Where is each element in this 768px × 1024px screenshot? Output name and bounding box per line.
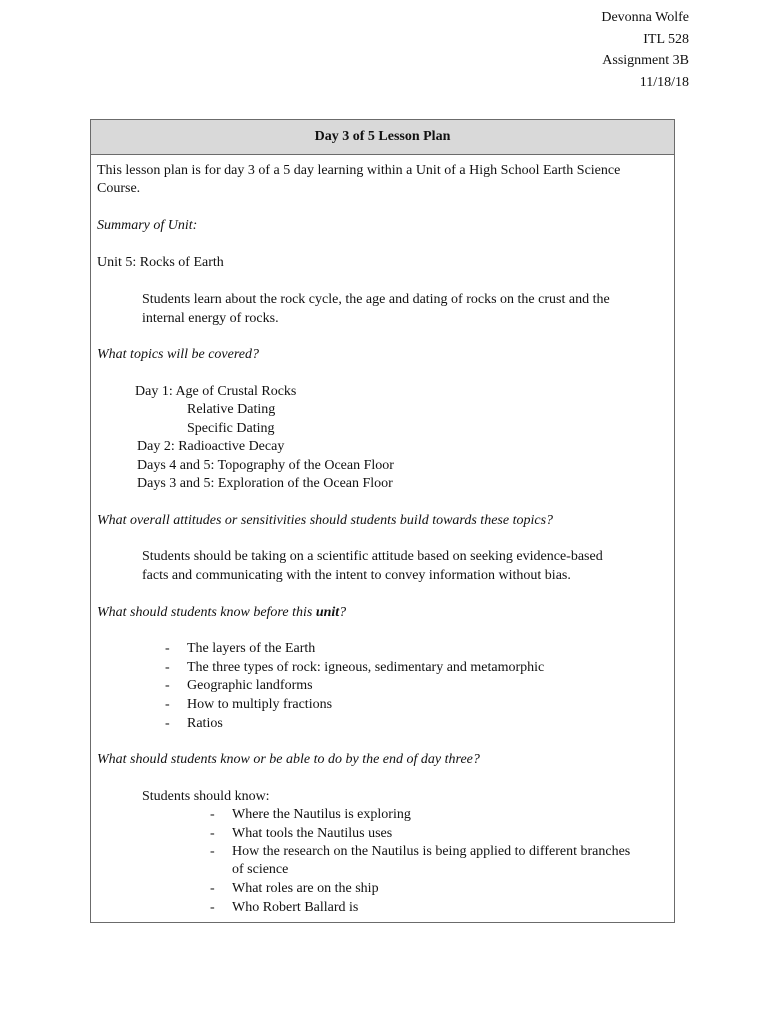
unit-desc-line-1: Students learn about the rock cycle, the age and dating of rocks on the crust and the — [142, 292, 610, 307]
topic-day-1: Day 1: Age of Crustal Rocks — [135, 384, 297, 399]
attitudes-line-1: Students should be taking on a scientific attitude based on seeking evidence-based — [142, 549, 603, 564]
end-of-day-heading: What should students know or be able to do by the end of day three? — [97, 752, 480, 767]
know-item: Who Robert Ballard is — [232, 900, 359, 915]
table-title: Day 3 of 5 Lesson Plan — [91, 120, 674, 155]
attitudes-heading: What overall attitudes or sensitivities should students build towards these topics? — [97, 513, 554, 528]
prior-item: Ratios — [187, 716, 223, 731]
know-item-continuation: of science — [232, 862, 289, 877]
prior-item: How to multiply fractions — [187, 697, 333, 712]
intro-line-2: Course. — [97, 181, 141, 196]
prior-item: The layers of the Earth — [187, 641, 316, 656]
bullet-dash: - — [165, 678, 170, 693]
know-item: How the research on the Nautilus is being applied to different branches — [232, 844, 631, 859]
prior-heading-end: ? — [339, 605, 347, 620]
topic-days-4-5: Days 4 and 5: Topography of the Ocean Floor — [137, 458, 394, 473]
attitudes-line-2: facts and communicating with the intent to convey information without bias. — [142, 568, 571, 583]
prior-knowledge-heading — [97, 604, 346, 623]
bullet-dash: - — [165, 716, 170, 731]
bullet-dash: - — [210, 826, 215, 841]
bullet-dash: - — [210, 807, 215, 822]
topics-heading: What topics will be covered? — [97, 347, 259, 362]
document-header — [601, 7, 689, 93]
unit-desc-line-2: internal energy of rocks. — [142, 311, 279, 326]
bullet-dash: - — [210, 900, 215, 915]
bullet-dash: - — [165, 660, 170, 675]
bullet-dash: - — [165, 641, 170, 656]
topic-relative-dating: Relative Dating — [187, 402, 276, 417]
bullet-dash: - — [210, 844, 215, 859]
know-label: Students should know: — [142, 789, 270, 804]
know-item: What roles are on the ship — [232, 881, 379, 896]
prior-item: Geographic landforms — [187, 678, 313, 693]
author-name: Devonna Wolfe — [601, 10, 689, 25]
bullet-dash: - — [165, 697, 170, 712]
know-item: Where the Nautilus is exploring — [232, 807, 411, 822]
prior-item: The three types of rock: igneous, sedimentary and metamorphic — [187, 660, 545, 675]
document-date: 11/18/18 — [639, 74, 689, 90]
summary-heading: Summary of Unit: — [97, 218, 198, 233]
topic-days-3-5: Days 3 and 5: Exploration of the Ocean Floor — [137, 476, 393, 491]
unit-title: Unit 5: Rocks of Earth — [97, 255, 224, 270]
intro-line-1: This lesson plan is for day 3 of a 5 day learning within a Unit of a High School Earth Science — [97, 163, 621, 178]
lesson-plan-table — [90, 119, 675, 923]
know-item: What tools the Nautilus uses — [232, 826, 393, 841]
prior-heading-bold: unit — [315, 605, 340, 620]
topic-day-2: Day 2: Radioactive Decay — [137, 439, 285, 454]
assignment-label: Assignment 3B — [602, 53, 689, 68]
bullet-dash: - — [210, 881, 215, 896]
topic-specific-dating: Specific Dating — [187, 421, 275, 436]
prior-heading-text: What should students know before this — [97, 605, 316, 620]
course-code: ITL 528 — [643, 31, 689, 47]
